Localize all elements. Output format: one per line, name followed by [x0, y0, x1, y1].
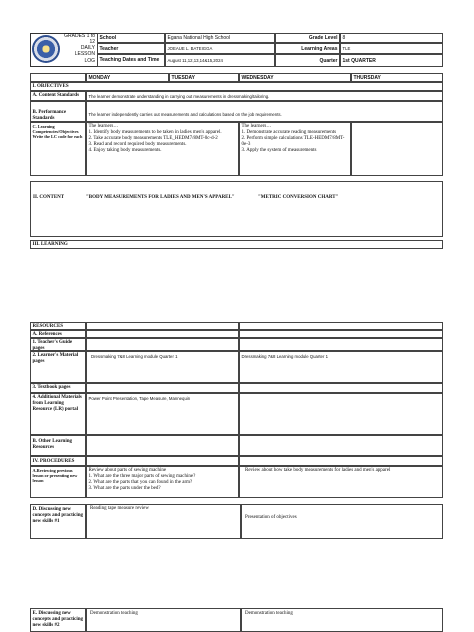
day-tuesday: TUESDAY	[169, 73, 239, 82]
competency-line: 3. Read and record required body measurements.	[88, 141, 187, 147]
dates-label: Teaching Dates and Time	[97, 54, 165, 67]
discussing-1-label: D. Discussing new concepts and practicing new skills #1	[30, 504, 86, 539]
grade-label: Grade Level	[275, 33, 340, 43]
competencies-label: C. Learning Competencies/Objectives Write the LC code for each	[30, 122, 86, 176]
discussing-1-col-1: Reading tape measure review	[86, 504, 241, 539]
resources-col-1	[86, 322, 239, 330]
resources-heading: RESOURCES	[30, 322, 86, 330]
other-resources-col-1	[86, 435, 239, 456]
content-row	[30, 181, 443, 237]
day-monday: MONDAY	[86, 73, 169, 82]
reviewing-label: A.Reviewing previous lesson or presenting new lesson	[30, 466, 86, 498]
content-col-2: "METRIC CONVERSION CHART"	[258, 195, 339, 200]
competencies-col-3	[351, 122, 443, 176]
learners-material-col-2: Dressmaking 7&8 Learning module Quarter 1	[239, 351, 443, 383]
teachers-guide-col-1	[86, 338, 239, 351]
additional-materials-label: 4. Additional Materials from Learning Resource (LR) portal	[30, 393, 86, 435]
grade-value: 8	[340, 33, 443, 43]
references-col-2	[239, 330, 443, 338]
textbook-col-2	[239, 383, 443, 393]
school-label: School	[97, 33, 165, 43]
area-label: Learning Areas	[275, 43, 340, 54]
reviewing-line: Review about parts of sewing machine	[88, 467, 167, 473]
competency-line: 2. Perform simple calculations TLE-HEDM7/8MT-0e-3	[241, 135, 345, 147]
reviewing-col-1	[86, 466, 239, 498]
learners-material-label: 2. Learner's Material pages	[30, 351, 86, 383]
discussing-2-label: E. Discussing new concepts and practicing new skills #2	[30, 608, 86, 632]
competency-line: 1. Identify body measurements to be taken in ladies men's apparel.	[88, 129, 222, 135]
day-thursday: THURSDAY	[351, 73, 443, 82]
competency-line: 3. Apply the system of measurements	[241, 147, 317, 153]
discussing-2-col-2: Demonstration teaching	[241, 608, 443, 632]
procedures-heading: IV. PROCEDURES	[30, 456, 86, 466]
reviewing-line: 2. What are the parts that you can found in the arm?	[88, 479, 193, 485]
reviewing-col-2: Review about how take body measurements for ladies and men's apparel	[239, 466, 443, 498]
dll-title-line: LOG	[84, 58, 95, 64]
teacher-value: JOEAUE L. BATEIGGA	[165, 43, 275, 54]
deped-seal-icon	[32, 35, 60, 63]
competencies-col-1	[86, 122, 239, 176]
competencies-col-2	[239, 122, 351, 176]
content-label: II. CONTENT	[33, 195, 65, 200]
resources-col-2	[239, 322, 443, 330]
references-label: A. References	[30, 330, 86, 338]
competency-line: 2. Take accurate body measurements TLE_HEDM7/8MT-0c-d-2	[88, 135, 218, 141]
other-resources-label: B. Other Learning Resources	[30, 435, 86, 456]
procedures-col-1	[86, 456, 239, 466]
reviewing-line: 1. What are the three major parts of sewing machine?	[88, 473, 196, 479]
dll-title-line: DAILY LESSON	[74, 45, 95, 57]
dates-value: August 11,12,13,14&15,2024	[165, 54, 275, 67]
reviewing-line: 3. What are the parts under the bed?	[88, 485, 161, 491]
quarter-label: Quarter	[275, 54, 340, 67]
performance-standards-label: B. Performance Standards	[30, 101, 86, 122]
discussing-1-col-2: Presentation of objectives	[241, 504, 443, 539]
learning-heading: III. LEARNING	[30, 240, 443, 249]
area-value: TLE	[340, 43, 443, 54]
content-standards-text: The learner demonstrate understanding in carrying out measurements in dressmaking/tailoring.	[86, 91, 443, 101]
references-col-1	[86, 330, 239, 338]
competency-line: The learners…	[88, 123, 119, 129]
performance-standards-text: The learner independently carries out measurements and calculations based on the job requirements.	[86, 101, 443, 122]
textbook-col-1	[86, 383, 239, 393]
content-col-1: "BODY MEASUREMENTS FOR LADIES AND MEN'S APPAREL"	[86, 195, 235, 200]
day-wednesday: WEDNESDAY	[239, 73, 351, 82]
dll-title	[60, 33, 96, 67]
learners-material-col-1: Dressmaking 7&8 Learning module Quarter 1	[86, 351, 239, 383]
competency-line: 1. Demonstrate accurate reading measurements	[241, 129, 337, 135]
dll-title-line: 12	[89, 39, 95, 45]
competency-line: 4. Enjoy taking body measurements.	[88, 147, 162, 153]
objectives-heading: I. OBJECTIVES	[30, 82, 443, 91]
teachers-guide-label: 1. Teacher's Guide pages	[30, 338, 86, 351]
dll-title-line: GRADES 1 to	[64, 33, 95, 39]
discussing-2-col-1: Demonstration teaching	[86, 608, 241, 632]
content-standards-label: A. Content Standards	[30, 91, 86, 101]
quarter-value: 1st QUARTER	[340, 54, 443, 67]
competency-line: The learners…	[241, 123, 272, 129]
additional-materials-col-1: Power Point Presentation, Tape Measure, Mannequin	[86, 393, 239, 435]
teacher-label: Teacher	[97, 43, 165, 54]
procedures-col-2	[239, 456, 443, 466]
textbook-label: 3. Textbook pages	[30, 383, 86, 393]
school-value: Egana National High School	[165, 33, 275, 43]
other-resources-col-2	[239, 435, 443, 456]
teachers-guide-col-2	[239, 338, 443, 351]
days-corner	[30, 73, 86, 82]
additional-materials-col-2	[239, 393, 443, 435]
